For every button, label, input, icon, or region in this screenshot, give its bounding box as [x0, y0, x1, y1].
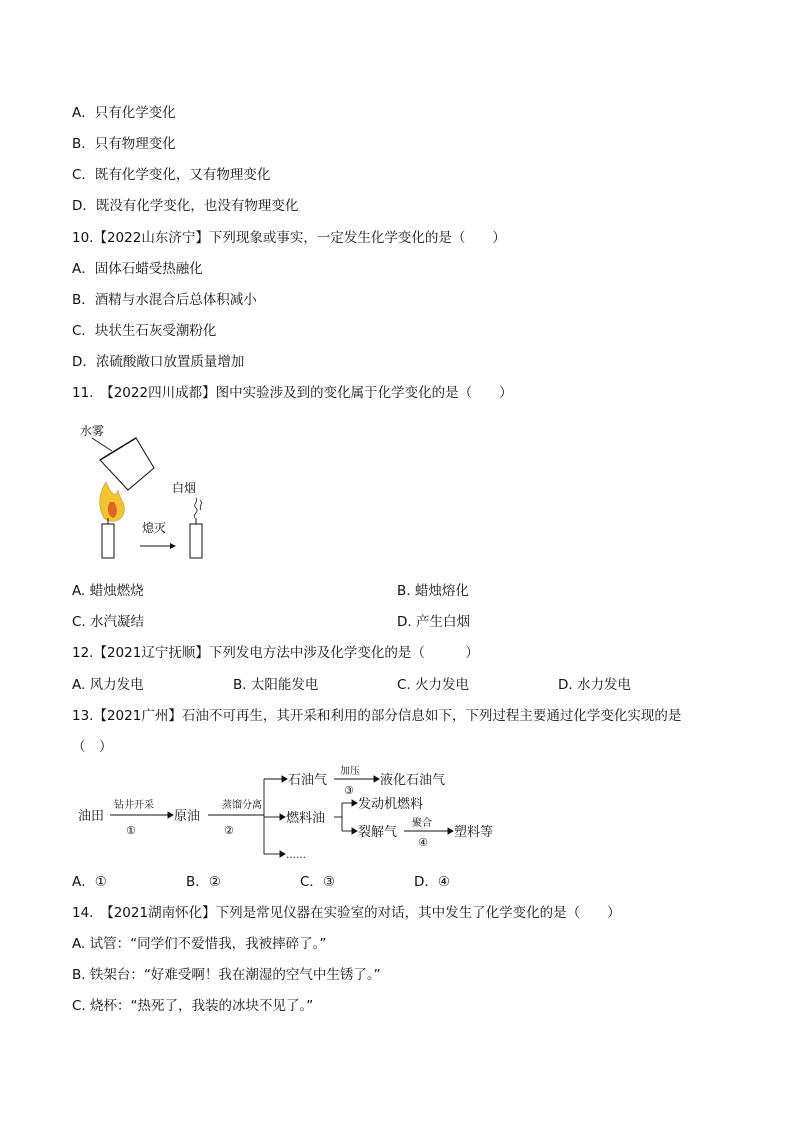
- beaker-shape: [100, 438, 154, 490]
- petroleum-flow-diagram: [72, 762, 512, 862]
- step2-number: ②: [224, 824, 234, 837]
- q10-option-a: A．固体石蜡受热融化: [72, 261, 203, 277]
- q13-stem-paren: （ ）: [72, 739, 113, 755]
- candle-right: [190, 524, 202, 558]
- q13-option-c: C．③: [300, 874, 336, 890]
- q11-option-a: A. 蜡烛燃烧: [72, 583, 144, 599]
- q10-stem: 10.【2022山东济宁】下列现象或事实，一定发生化学变化的是（ ）: [72, 230, 506, 246]
- step4-number: ④: [418, 836, 428, 849]
- step1-label: 钻井开采: [114, 800, 154, 811]
- q14-option-a: A. 试管：“同学们不爱惜我，我被摔碎了。”: [72, 936, 327, 952]
- q11-option-d: D. 产生白烟: [397, 614, 470, 630]
- flow-arrows: [110, 776, 453, 857]
- white-smoke-label: 白烟: [172, 481, 197, 495]
- more-node: ……: [286, 850, 306, 861]
- water-mist-label: 水雾: [80, 424, 105, 438]
- extinguish-label: 熄灭: [142, 521, 167, 535]
- lpg-node: 液化石油气: [380, 773, 446, 788]
- q12-option-b: B. 太阳能发电: [233, 677, 319, 693]
- q13-stem: 13.【2021广州】石油不可再生，其开采和利用的部分信息如下，下列过程主要通过化学变化实现的是: [72, 708, 682, 724]
- q14-option-b: B. 铁架台：“好难受啊！我在潮湿的空气中生锈了。”: [72, 967, 381, 983]
- q14-stem: 14. 【2021湖南怀化】下列是常见仪器在实验室的对话，其中发生了化学变化的是（ ）: [72, 905, 621, 921]
- cracked-gas-node: 裂解气: [358, 825, 398, 840]
- q12-option-a: A. 风力发电: [72, 677, 144, 693]
- q12-option-d: D. 水力发电: [558, 677, 631, 693]
- q14-option-c: C. 烧杯：“热死了，我装的冰块不见了。”: [72, 998, 314, 1014]
- q10-option-d: D．浓硫酸敞口放置质量增加: [72, 354, 245, 370]
- step2-label: 蒸馏分离: [222, 800, 262, 811]
- q11-option-c: C. 水汽凝结: [72, 614, 145, 630]
- q10-option-b: B．酒精与水混合后总体积减小: [72, 292, 257, 308]
- q9-option-c: C．既有化学变化，又有物理变化: [72, 167, 271, 183]
- plastics-node: 塑料等: [454, 825, 494, 840]
- flame-shape: [100, 482, 125, 521]
- q12-option-c: C. 火力发电: [397, 677, 470, 693]
- crude-oil-node: 原油: [174, 809, 201, 824]
- step3-number: ③: [344, 784, 354, 797]
- q11-option-b: B. 蜡烛熔化: [397, 583, 469, 599]
- q9-option-b: B．只有物理变化: [72, 136, 176, 152]
- q9-option-a: A．只有化学变化: [72, 105, 176, 121]
- q11-stem: 11. 【2022四川成都】图中实验涉及到的变化属于化学变化的是（ ）: [72, 385, 513, 401]
- q13-option-b: B．②: [186, 874, 221, 890]
- q10-option-c: C．块状生石灰受潮粉化: [72, 323, 217, 339]
- q12-stem: 12.【2021辽宁抚顺】下列发电方法中涉及化学变化的是（ ）: [72, 645, 479, 661]
- q9-option-d: D．既没有化学变化，也没有物理变化: [72, 198, 299, 214]
- step3-label: 加压: [340, 766, 360, 777]
- step1-number: ①: [126, 824, 136, 837]
- fuel-oil-node: 燃料油: [286, 811, 326, 826]
- petroleum-gas-node: 石油气: [288, 773, 328, 788]
- step4-label: 聚合: [412, 818, 432, 829]
- candle-left: [102, 524, 114, 558]
- q13-option-d: D．④: [414, 874, 450, 890]
- engine-fuel-node: 发动机燃料: [358, 797, 424, 812]
- q13-option-a: A．①: [72, 874, 107, 890]
- candle-figure: [72, 418, 222, 564]
- oilfield-node: 油田: [78, 809, 105, 824]
